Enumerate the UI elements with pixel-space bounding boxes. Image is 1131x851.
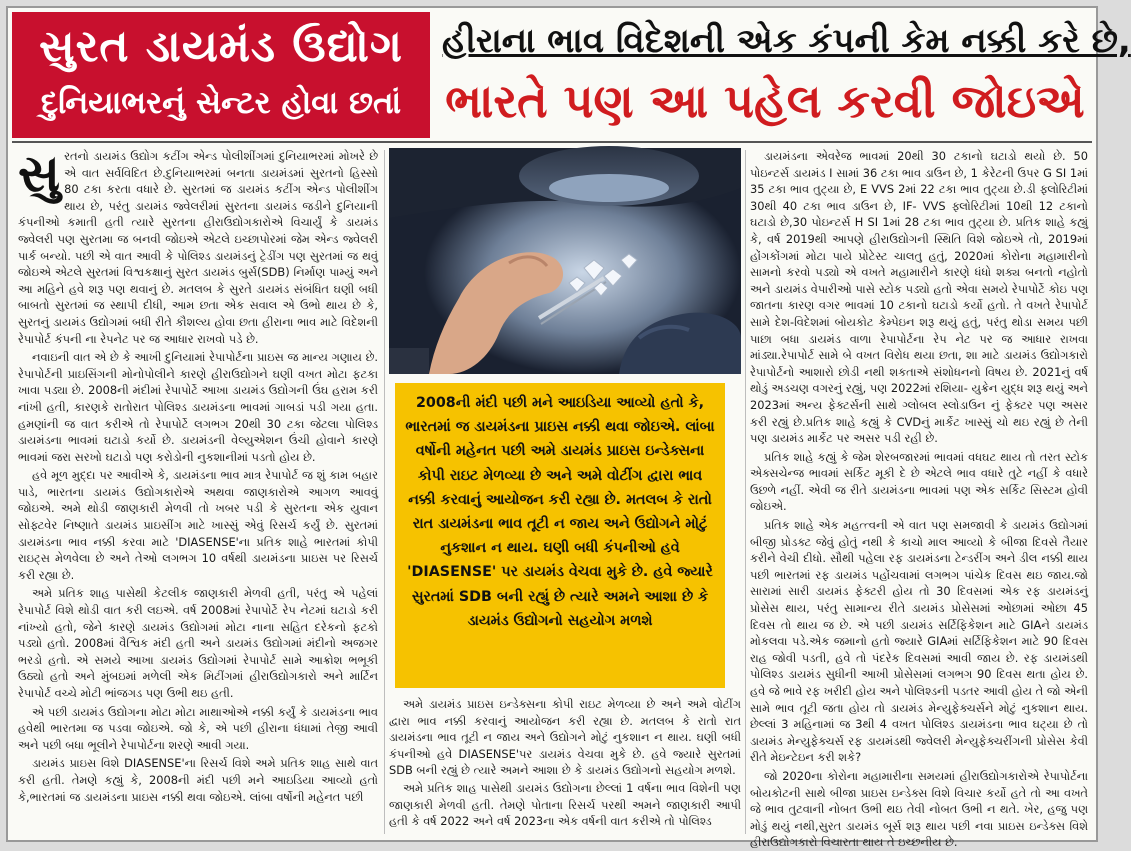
paragraph: ડાયમંડના એવરેજ ભાવમાં 20થી 30 ટકાનો ઘટાડો થયો છે. 50 પોઇન્ટર્સ ડાયમંડ I સામાં 36 ટકા ભાવ ડાઉન છે, 1 કેરેટની ઉપર G SI 1માં 35 ટકા ભાવ તુટ્યા છે, E VVS 2માં 22 ટકા ભાવ તુટ્યા છે.ડી ફ્લોરિટીમાં 30થી 40 ટકા ભાવ ડાઉન છે, IF- VVS ફ્લોરિટીમાં 10થી 12 ટકાનો ઘટાડો છે,30 પોઇન્ટર્સ H SI 1માં 28 ટકા ભાવ તુટ્યા છે. પ્રતિક શાહે કહ્યું કે, વર્ષ 2019થી આપણે હીરાઉદ્યોગની સ્થિતિ વિશે જોઇએ તો, 2019માં હોંગકોંગમાં મોટા પાયે પ્રોટેસ્ટ ચાલતુ હતું, 2020માં કોરોના મહામારીનો સામનો કરવો પડ્યો એ વખતે મહામારીને કારણે ધંધો શક્ય બનતો નહોતો અને ડાયમંડ વેપારીઓ પાસે સ્ટોક પડ્યો હતો એવા સમયે રેપાપોર્ટે કોઇ પણ જાતના કારણ વગર ભાવમાં 10 ટકાનો ઘટાડો કર્યો હતો. તે વખતે રેપાપોર્ટ સામે દેશ-વિદેશમાં બોયકોટ કેમ્પેઇન શરૂ થયું હતું, પરંતુ થોડા સમય પછી પાછા બધા ડાયમંડ વાળા રેપાપોર્ટના રેપ નેટ પર જ આધાર રાખવા માંડ્યા.રેપાપોર્ટ સામે બે વખત વિરોધ થયા છતા, શા માટે ડાયમંડ ઉદ્યોગકારો રેપાપોર્ટનો આશારો છોડી નથી શકતાએ સંશોધનનો વિષય છે. 2021નું વર્ષ થોડું અડચણ વગરનું રહ્યું, પણ 2022માં રશિયા- યુક્રેન યુદ્ધ શરૂ થયું અને 2023માં અન્ય ફેક્ટર્સની સાથે ગ્લોબલ સ્લોડાઉન નું ફેક્ટર પણ અસર કરી રહ્યું છે.પ્રતિક શાહે કહ્યું કે CVDનું માર્કેટ ખાસ્સું ચો થઇ રહ્યું છે તેની પણ ડાયમંડ માર્કેટ પર અસર પડી રહી છે. bbox=[750, 149, 1088, 446]
header-divider bbox=[12, 141, 1092, 143]
paragraph: પ્રતિક શાહે કહ્યું કે જેમ શેરબજારમાં ભાવમાં વધઘટ થાય તો તરત સ્ટોક એક્સચેન્જ ભાવમાં સર્કિટ મૂકી દે છે એટલે ભાવ વધારે તુટે નહીં કે વધારે ઉછળે નહીં. એવી જ રીતે ડાયમંડના ભાવમાં પણ એક સર્કિટ સિસ્ટમ હોવી જોઇએ. bbox=[750, 449, 1088, 514]
headline-line-1: હીરાના ભાવ વિદેશની એક કંપની કેમ નક્કી કરે છે, bbox=[442, 21, 1131, 61]
headline bbox=[438, 12, 1131, 138]
paragraph: અમે પ્રતિક શાહ પાસેથી ડાયમંડ ઉદ્યોગના છેલ્લાં 1 વર્ષના ભાવ વિશેની પણ જાણકારી મેળવી હતી. તેમણે પોતાના રિસર્ચ પરથી અમને જાણકારી આપી હતી કે વર્ષ 2022 અને વર્ષ 2023ના એક વર્ષની વાત કરીએ તો પોલિશ્ડ bbox=[389, 780, 741, 829]
photo-illustration bbox=[389, 148, 741, 374]
newspaper-page bbox=[6, 6, 1131, 850]
paragraph: અમે ડાયમંડ પ્રાઇસ ઇન્ડેક્સના કોપી રાઇટ મેળવ્યા છે અને અમે વોટીંગ દ્વારા ભાવ નક્કી કરવાનું આયોજન કરી રહ્યા છે. મતલબ કે રાતો રાત ડાયમંડના ભાવ તૂટી ન જાય અને ઉદ્યોગને મોટું નુકશાન ન થાય. ઘણી બધી કંપનીઓ હવે DIASENSE'પર ડાયમંડ વેચવા મુકે છે. હવે જ્યારે સુરતમાં SDB બની રહ્યું છે ત્યારે અમને આશા છે કે ડાયમંડ ઉદ્યોગનો સહયોગ મળશે. bbox=[389, 697, 741, 778]
article-column-2 bbox=[389, 696, 741, 836]
column-divider bbox=[745, 150, 746, 834]
kicker-box bbox=[12, 12, 430, 138]
pull-quote: 2008ની મંદી પછી મને આઇડિયા આવ્યો હતો કે, ભારતમાં જ ડાયમંડના પ્રાઇસ નક્કી થવા જોઇએ. લાંબા વર્ષોની મહેનત પછી અમે ડાયમંડ પ્રાઇસ ઇન્ડેક્સના કોપી રાઇટ મેળવ્યા છે અને અમે વોટીંગ દ્વારા ભાવ નક્કી કરવાનું આયોજન કરી રહ્યા છે. મતલબ કે રાતો રાત ડાયમંડના ભાવ તૂટી ન જાય અને ઉદ્યોગને મોટું નુકશાન ન થાય. ઘણી બધી કંપનીઓ હવે 'DIASENSE' પર ડાયમંડ વેચવા મુકે છે. હવે જ્યારે સુરતમાં SDB બની રહ્યું છે ત્યારે અમને આશા છે કે ડાયમંડ ઉદ્યોગનો સહયોગ મળશે bbox=[395, 383, 725, 688]
paragraph bbox=[18, 144, 378, 347]
paragraph: પ્રતિક શાહે એક મહત્ત્વની એ વાત પણ સમજાવી કે ડાયમંડ ઉદ્યોગમાં બીજી પ્રોડક્ટ જેવું હોતું નથી કે કાચો માલ આવ્યો કે બીજા દિવસે તૈયાર કરીને વેચી દીધો. સૌથી પહેલા રફ ડાયમંડના ટેન્ડરીંગ અને ડીલ નક્કી થાય પછી ભારતમાં રફ ડાયમંડ પહોંચવામાં લગભગ પાંચેક દિવસ થઇ જાય.જો સારામાં સારી ડાયમંડ ફેક્ટરી હોય તો 30 દિવસમાં એક રફ ડાયમંડનું પ્રોસેસ થાય, પરંતુ સામાન્ય રીતે ડાયમંડ પ્રોસેસમાં ઓછામાં ઓછા 45 દિવસ તો થાય જ છે. એ પછી ડાયમંડ સર્ટિફિકેશન માટે GIAને ડાયમંડ મોકલવા પડે.એક જમાનો હતો જ્યારે GIAમાં સર્ટિફિકેશન માટે 90 દિવસ રાહ જોવી પડતી, હવે તો પંદરેક દિવસમાં આવી જાય છે. રફ ડાયમંડથી પોલિશ્ડ ડાયમંડ સુધીની આખી પ્રોસેસમાં લગભગ 90 દિવસ થતા હોય છે. હવે જે ભાવે રફ ખરીદી હોય અને પોલિશ્ડની પડતર આવી હોય તે જો એની સામે ભાવ તૂટી જતા હોય તો ડાયમંડ મેન્યુફેક્ચર્સને મોટું નુકશાન થાય. છેલ્લાં 3 મહિનામાં જ 3થી 4 વખત પોલિશ્ડ ડાયમંડના ભાવ ઘટ્યા છે તો ડાયમંડ મેન્યુફેક્ચર્સ રફ ડાયમંડથી જ્વેલરી મેન્યુફેક્ચરીંગની પ્રોસેસ કેવી રીતે મેઇન્ટેઇન કરી શકે? bbox=[750, 518, 1088, 765]
paragraph: નવાઇની વાત એ છે કે આખી દુનિયામાં રેપાપોર્ટના પ્રાઇસ જ માન્ય ગણાય છે. રેપાપોર્ટની પ્રાઇસિંગની મોનોપોલીને કારણે હીરાઉદ્યોગને ઘણી વખત મોટા ફટકા ખાવા પડ્યા છે. 2008ની મંદીમાં રેપાપોર્ટે આખા ડાયમંડ ઉદ્યોગની ઉંઘ હરામ કરી નાંખી હતી, કારણકે રાતોરાત પોલિશ્ડ ડાયમંડના ભાવમાં ગાબડાં પડી ગયા હતા. હમણાંની જ વાત કરીએ તો રેપાપોર્ટે લગભગ 20થી 30 ટકા જેટલા પોલિશ્ડ ડાયમંડના ભાવમાં ઘટાડો કર્યો છે. ડાયમંડની વેલ્યુએશન ઉંચી હોવાને કારણે ભાવમાં જરા સરખો ઘટાડો પણ કરોડોની નુકશાનીમાં પડતો હોય છે. bbox=[18, 350, 378, 464]
paragraph: હવે મૂળ મુદ્દા પર આવીએ કે, ડાયમંડના ભાવ માત્ર રેપાપોર્ટ જ શું કામ બહાર પાડે, ભારતના ડાયમંડ ઉદ્યોગકારોએ અથવા જાણકારોએ આગળ આવવું જોઇએ. અમે થોડી જાણકારી મેળવી તો ખબર પડી કે સુરતના એક યુવાન સોફ્ટવેર નિષ્ણાતે ડાયમંડ પ્રાઇસીંગ માટે ખાસ્સું એવું રિસર્ચ કર્યું છે. સુરતમાં ડાયમંડના ભાવ નક્કી કરવા માટે 'DIASENSE'ના પ્રતિક શાહે ભારતમાં કોપી રાઇટ્સ મેળવેલા છે અને તેઓ લગભગ 10 વર્ષથી ડાયમંડના પ્રાઇસ પર રિસર્ચ કરી રહ્યા છે. bbox=[18, 468, 378, 582]
kicker-line-2: દુનિયાભરનું સેન્ટર હોવા છતાં bbox=[40, 85, 402, 121]
article-column-1 bbox=[18, 144, 378, 836]
paragraph: એ પછી ડાયમંડ ઉદ્યોગના મોટા મોટા માથાઓએ નક્કી કર્યું કે ડાયમંડના ભાવ હવેથી ભારતમા જ પડવા જોઇએ. જો કે, એ પછી હીરાના ધંધામાં તેજી આવી અને પછી બધા ભૂલીને રેપાપોર્ટના શરણે આવી ગયા. bbox=[18, 704, 378, 752]
paragraph: ડાયમંડ પ્રાઇસ વિશે DIASENSE'ના રિસર્ચ વિશે અમે પ્રતિક શાહ સાથે વાત કરી હતી. તેમણે કહ્યું કે, 2008ની મંદી પછી મને આઇડિયા આવ્યો હતો કે,ભારતમાં જ ડાયમંડના પ્રાઇસ નક્કી થવા જોઇએ. લાંબા વર્ષોની મહેનત પછી bbox=[18, 756, 378, 804]
diamond-inspection-photo bbox=[389, 148, 741, 374]
paragraph: અમે પ્રતિક શાહ પાસેથી કેટલીક જાણકારી મેળવી હતી, પરંતુ એ પહેલાં રેપાપોર્ટ વિશે થોડી વાત કરી લઇએ. વર્ષ 2008માં રેપાપોર્ટે રેપ નેટમાં ઘટાડો કરી નાંખ્યો હતો, જેને કારણે ડાયમંડ ઉદ્યોગમાં મોટા નાના સહિત દરેકનો ફટકો પડ્યો હતો. 2008માં વૈશ્વિક મંદી હતી અને ડાયમંડ ઉદ્યોગમાં મંદીનો અજગર ભરડો હતો. એ સમયે આખા ડાયમંડ ઉદ્યોગમાં રેપાપોર્ટ સામે આક્રોશ ભભૂકી ઉઠ્યો હતો અને મુંબઇમાં મળેલી એક મિટીંગમાં હીરાઉદ્યોગકારો અને માર્ટિન રેપાપોર્ટ વચ્ચે મોટી ભાંજગડ પણ ઉભી થઇ હતી. bbox=[18, 586, 378, 700]
paragraph: જો 2020ના કોરોના મહામારીના સમયમાં હીરાઉદ્યોગકારોએ રેપાપોર્ટના બોયકોટની સાથે બીજા પ્રાઇસ ઇન્ડેક્સ વિશે વિચાર કર્યો હતે તો આ વખતે જે ભાવ તુટવાની નોબત ઉભી થઇ તેવી નોબત ઉભી ન થતે. ખેર, હજુ પણ મોડું થયું નથી,સુરત ડાયમંડ બૂર્સ શરૂ થાય પછી નવા પ્રાઇસ ઇન્ડેક્સ વિશે હીરાઉદ્યોગકારો વિચારતા થાય તે ઇચ્છનીય છે. bbox=[750, 768, 1088, 850]
headline-line-2: ભારતે પણ આ પહેલ કરવી જોઇએ bbox=[445, 74, 1085, 128]
article-column-3 bbox=[750, 148, 1088, 850]
drop-cap: સુ bbox=[18, 144, 61, 204]
column-divider bbox=[384, 150, 385, 834]
paragraph-text: રતનો ડાયમંડ ઉદ્યોગ કટીંગ એન્ડ પોલીશીંગમાં દુનિયાભરમાં મોખરે છે એ વાત સર્વવિદિત છે.દુનિયાભરમાં બનતા ડાયમંડમાં સુરતનો હિસ્સો 80 ટકા કરતા વધારે છે. સુરતમાં જ ડાયમંડ કટીંગ એન્ડ પોલીશીંગ થાય છે, પરંતુ ડાયમંડ જ્વેલરીમાં સુરતના ડાયમંડ જડીને દુનિયાની કંપનીઓ કમાતી હતી ત્યારે સુરતના હીરાઉદ્યોગકારોએ વિચાર્યું કે ડાયમંડ જ્વેલરી પણ સુરતમા જ બનવી જોઇએ એટલે ઇચ્છાપોરમાં જેમ એન્ડ જ્વેલરી પાર્ક બન્યો. પછી એ વાત આવી કે પોલિશ્ડ ડાયમંડનું ટ્રેડીંગ પણ સુરતમાં જ થવું જોઇએ એટલે સુરતમાં વિશ્વકક્ષાનું સુરત ડાયમંડ બુર્સ(SDB) નિર્માણ પામ્યું અને આ મહિને હવે શરૂ પણ થવાનું છે. મતલબ કે સુરતે ડાયમંડ સંબંધિત ઘણી બધી બાબતો સુરતમાં જ સ્થાપી દીધી, આમ છતા એક સવાલ એ ઉભો થાય છે કે, સુરતનું ડાયમંડ ઉદ્યોગમાં બધી રીતે કૌશલ્ય હોવા છતા હીરાના ભાવ માટે વિદેશની રેપાપોર્ટ કંપની ના રેપનેટ પર જ આધાર રાખવો પડે છે. bbox=[18, 149, 378, 346]
kicker-line-1: સુરત ડાયમંડ ઉદ્યોગ bbox=[39, 21, 403, 72]
